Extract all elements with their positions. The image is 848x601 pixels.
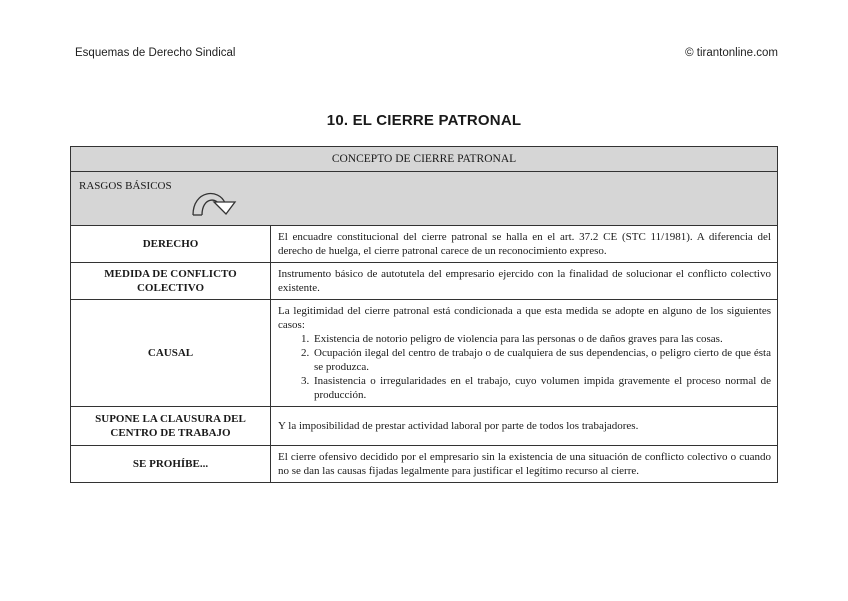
row-label: SE PROHÍBE...: [71, 446, 271, 483]
section-row: [71, 172, 778, 226]
table-heading-row: [71, 147, 778, 172]
row-label: CAUSAL: [71, 300, 271, 407]
concept-table: [70, 146, 778, 483]
table-row: [71, 300, 778, 407]
row-text: El encuadre constitucional del cierre patronal se halla en el art. 37.2 CE (STC 11/1981). A diferencia del derecho de huelga, el cierre patronal carece de un reconocimiento expreso.: [271, 226, 778, 263]
table-row: [71, 263, 778, 300]
table-row: [71, 446, 778, 483]
row-label: DERECHO: [71, 226, 271, 263]
row-text: Instrumento básico de autotutela del empresario ejercido con la finalidad de solucionar el conflicto colectivo existente.: [271, 263, 778, 300]
row-text: Y la imposibilidad de prestar actividad laboral por parte de todos los trabajadores.: [271, 407, 778, 446]
page-title: 10. EL CIERRE PATRONAL: [326, 112, 522, 129]
table-heading: CONCEPTO DE CIERRE PATRONAL: [71, 147, 778, 172]
header-left-text: Esquemas de Derecho Sindical: [75, 47, 236, 59]
section-label: RASGOS BÁSICOS: [79, 180, 172, 192]
list-item: 1. Existencia de notorio peligro de violencia para las personas o de daños graves para las cosas.: [312, 332, 771, 346]
row-label: SUPONE LA CLAUSURA DEL CENTRO DE TRABAJO: [71, 407, 271, 446]
row-text: [271, 300, 778, 407]
curved-arrow-icon: [187, 186, 243, 218]
list-item: 3. Inasistencia o irregularidades en el trabajo, cuyo volumen impida gravemente el proceso normal de producción.: [312, 374, 771, 402]
causal-intro: La legitimidad del cierre patronal está condicionada a que esta medida se adopte en alguno de los siguientes casos:: [278, 305, 771, 331]
row-label: MEDIDA DE CONFLICTO COLECTIVO: [71, 263, 271, 300]
header-right-text: © tirantonline.com: [685, 47, 778, 59]
table-row: [71, 407, 778, 446]
section-cell: [71, 172, 778, 226]
causal-list: [278, 332, 771, 402]
row-text: El cierre ofensivo decidido por el empresario sin la existencia de una situación de conflicto colectivo o cuando no se dan las causas fijadas legalmente para justificar el legítimo recurso al cierre.: [271, 446, 778, 483]
list-item: 2. Ocupación ilegal del centro de trabajo o de cualquiera de sus dependencias, o peligro cierto de que ésta se produzca.: [312, 346, 771, 374]
table-row: [71, 226, 778, 263]
